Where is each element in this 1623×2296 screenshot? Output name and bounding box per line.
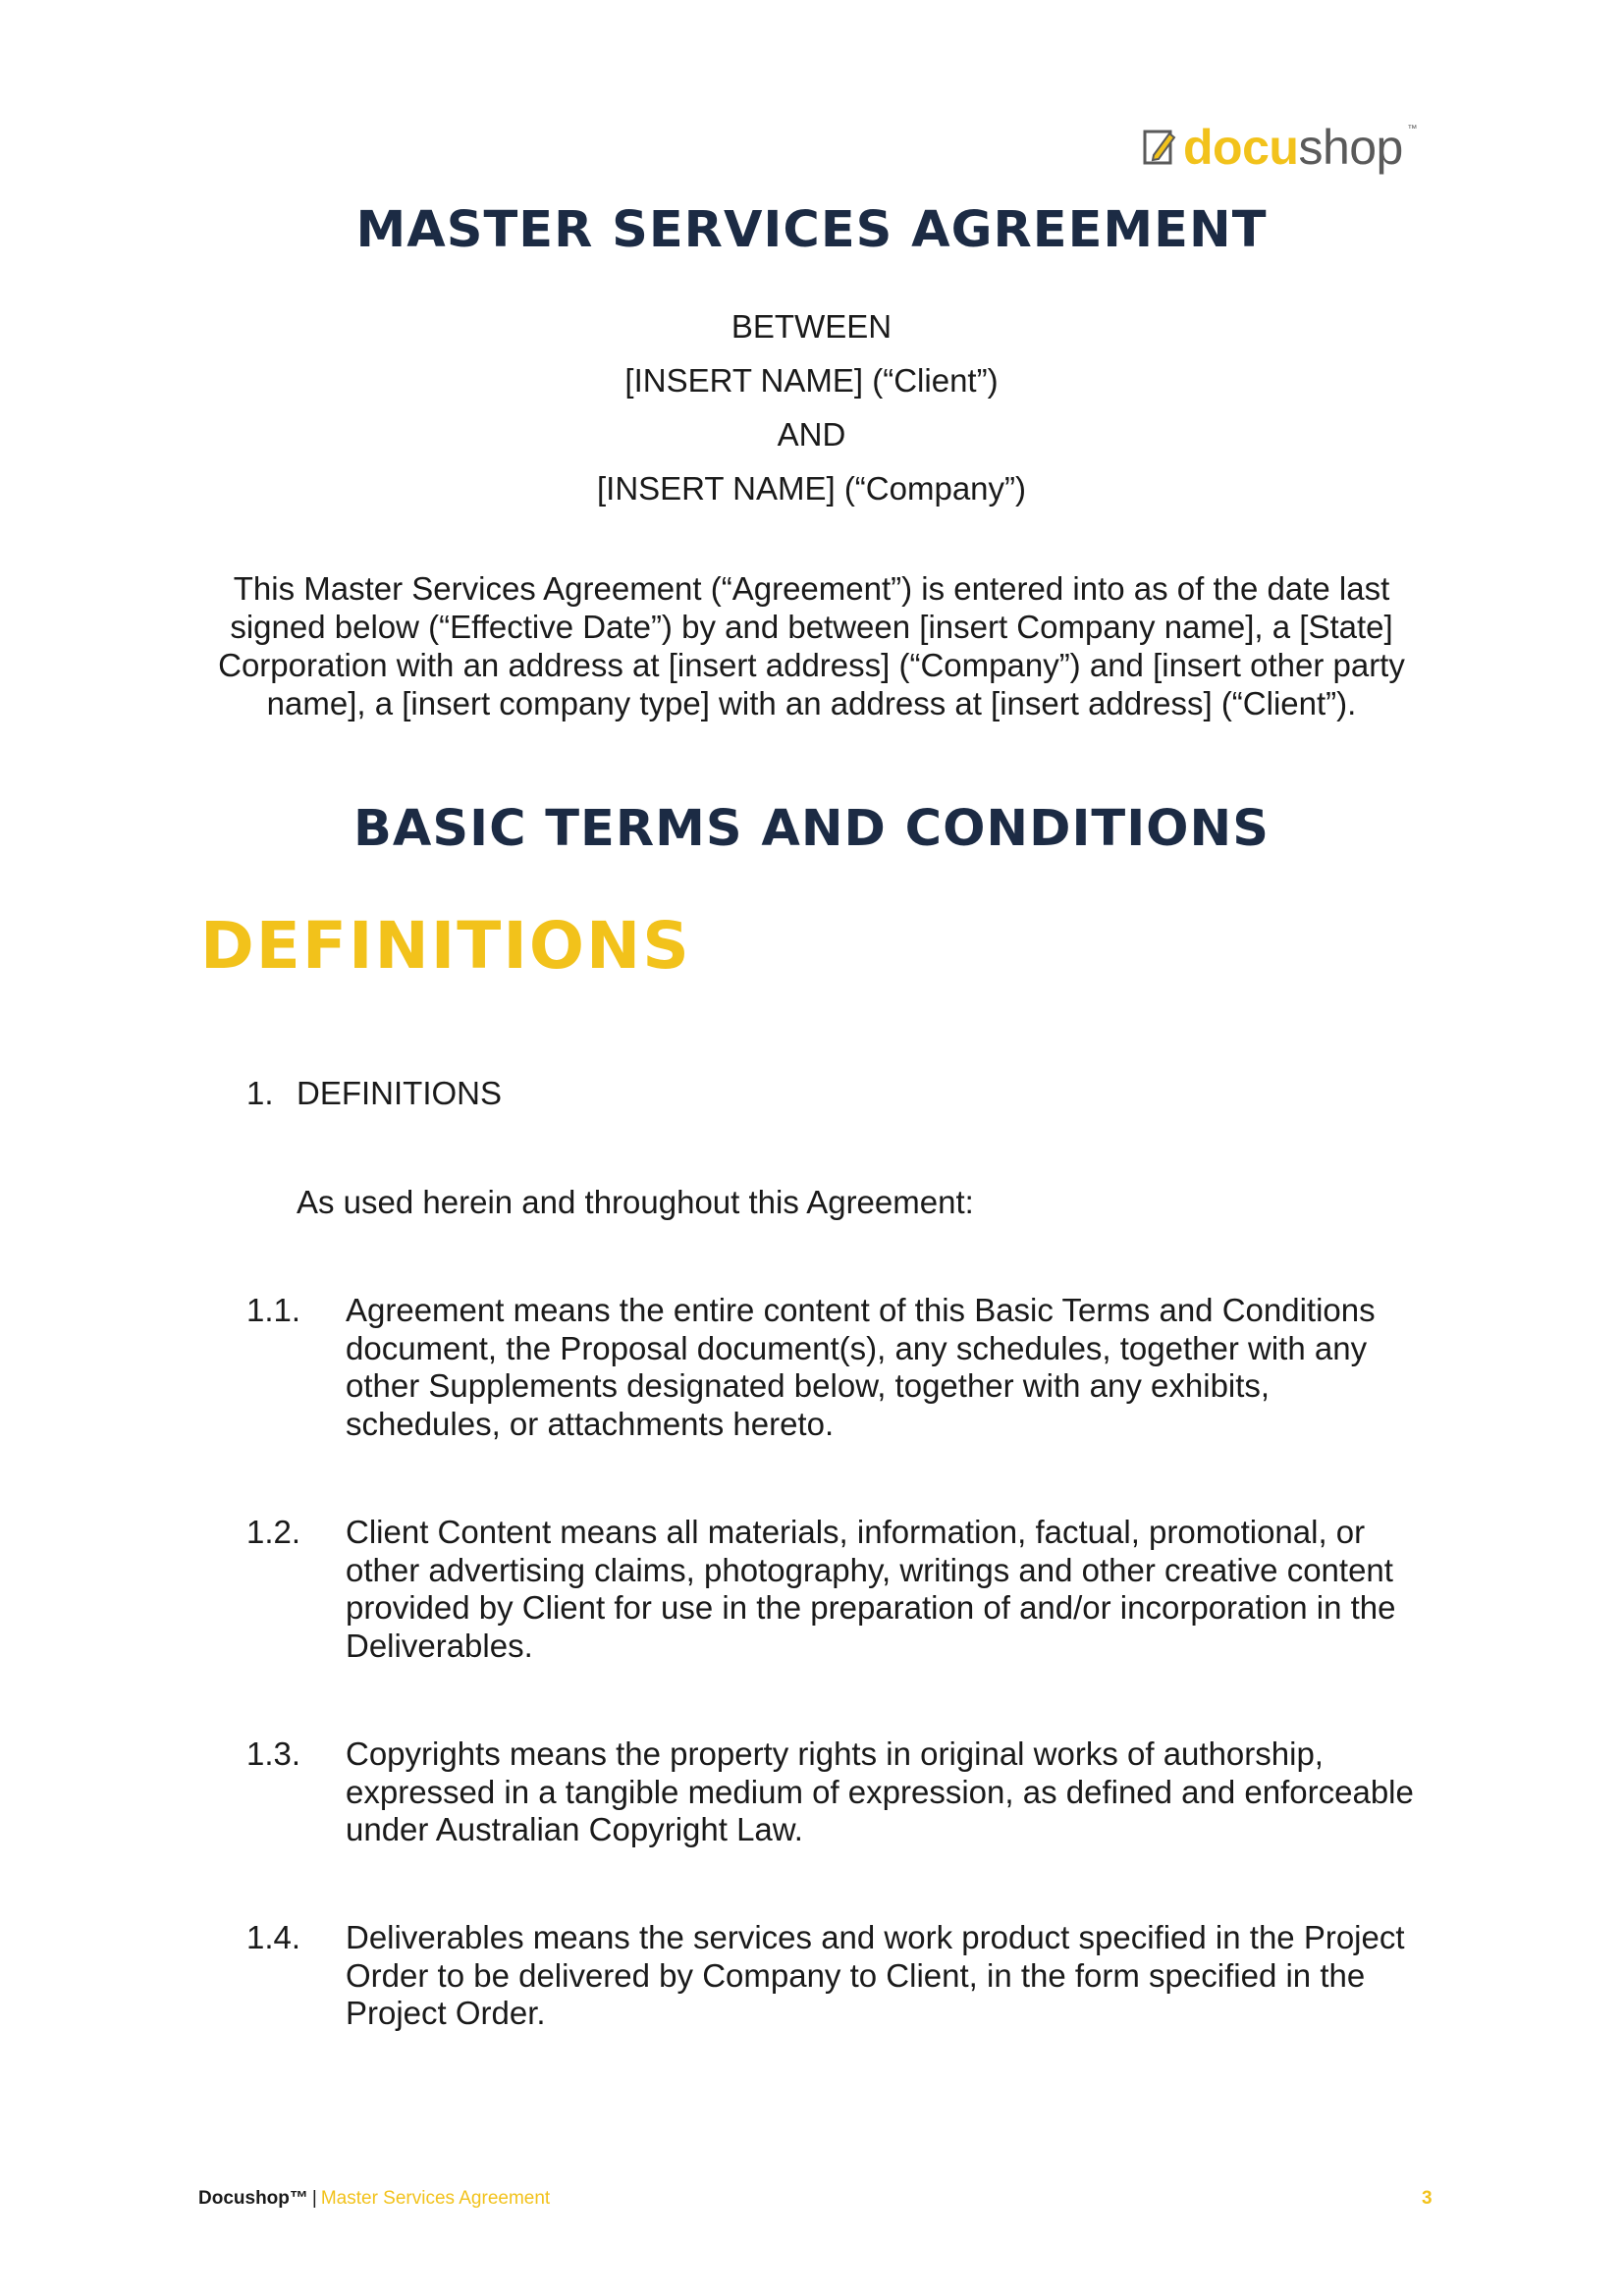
clause-text (346, 1735, 1439, 1849)
section-intro: As used herein and throughout this Agreement: (297, 1184, 974, 1220)
logo-docu: docu (1183, 120, 1299, 175)
clause-line: Project Order. (346, 1995, 546, 2031)
docushop-logo (1142, 120, 1417, 175)
page-number: 3 (1422, 2188, 1433, 2209)
section-number: 1. (246, 1075, 274, 1111)
footer (198, 2188, 550, 2210)
clause-line: Client Content means all materials, information, factual, promotional, or (346, 1514, 1366, 1550)
document-pencil-icon (1142, 128, 1179, 167)
document-title: MASTER SERVICES AGREEMENT (355, 201, 1268, 259)
logo-tm: ™ (1407, 124, 1417, 134)
clause-line: Agreement means the entire content of this Basic Terms and Conditions (346, 1292, 1376, 1328)
clause-line: under Australian Copyright Law. (346, 1811, 803, 1847)
clause-line: Deliverables. (346, 1627, 533, 1664)
section-title: DEFINITIONS (297, 1075, 503, 1111)
parties-client: [INSERT NAME] (“Client”) (624, 362, 999, 399)
clause-text (346, 1292, 1439, 1443)
clause-line: provided by Client for use in the preparation of and/or incorporation in the (346, 1589, 1396, 1626)
clause-line: Copyrights means the property rights in original works of authorship, (346, 1735, 1324, 1772)
footer-separator: | (311, 2188, 317, 2209)
footer-brand: Docushop™ (198, 2188, 308, 2209)
intro-paragraph: This Master Services Agreement (“Agreement”) is entered into as of the date last signed below (“Effective Date”) by and between [insert Company name], a [State] Corporation with an address at [insert address] (“Company”) and [insert other party name], a [insert company type] with an address at [insert address] (“Client”). (218, 570, 1405, 721)
clause-line: Order to be delivered by Company to Client, in the form specified in the (346, 1956, 1366, 1994)
parties-block (0, 299, 1623, 515)
clause-text (346, 1514, 1439, 1665)
clause-line: other advertising claims, photography, writings and other creative content (346, 1551, 1393, 1588)
clause-number: 1.4. (246, 1919, 301, 1955)
clause-line: schedules, or attachments hereto. (346, 1405, 835, 1442)
logo-shop: shop (1298, 120, 1403, 175)
clause-line: Deliverables means the services and work product specified in the Project (346, 1919, 1405, 1955)
clause-line: expressed in a tangible medium of expression, as defined and enforceable (346, 1773, 1414, 1810)
clause-text (346, 1919, 1439, 2033)
parties-between: BETWEEN (730, 308, 893, 345)
parties-company: [INSERT NAME] (“Company”) (596, 470, 1027, 507)
clause-number: 1.3. (246, 1735, 301, 1772)
clause-line: other Supplements designated below, together with any exhibits, (346, 1367, 1271, 1404)
clause-number: 1.2. (246, 1514, 301, 1550)
footer-document-name: Master Services Agreement (320, 2188, 551, 2209)
definitions-heading: DEFINITIONS (200, 908, 691, 984)
parties-and: AND (777, 416, 846, 453)
logo-wordmark (1183, 120, 1417, 175)
basic-terms-heading: BASIC TERMS AND CONDITIONS (353, 800, 1270, 858)
clause-number: 1.1. (246, 1292, 301, 1328)
clause-line: document, the Proposal document(s), any schedules, together with any (346, 1329, 1368, 1366)
